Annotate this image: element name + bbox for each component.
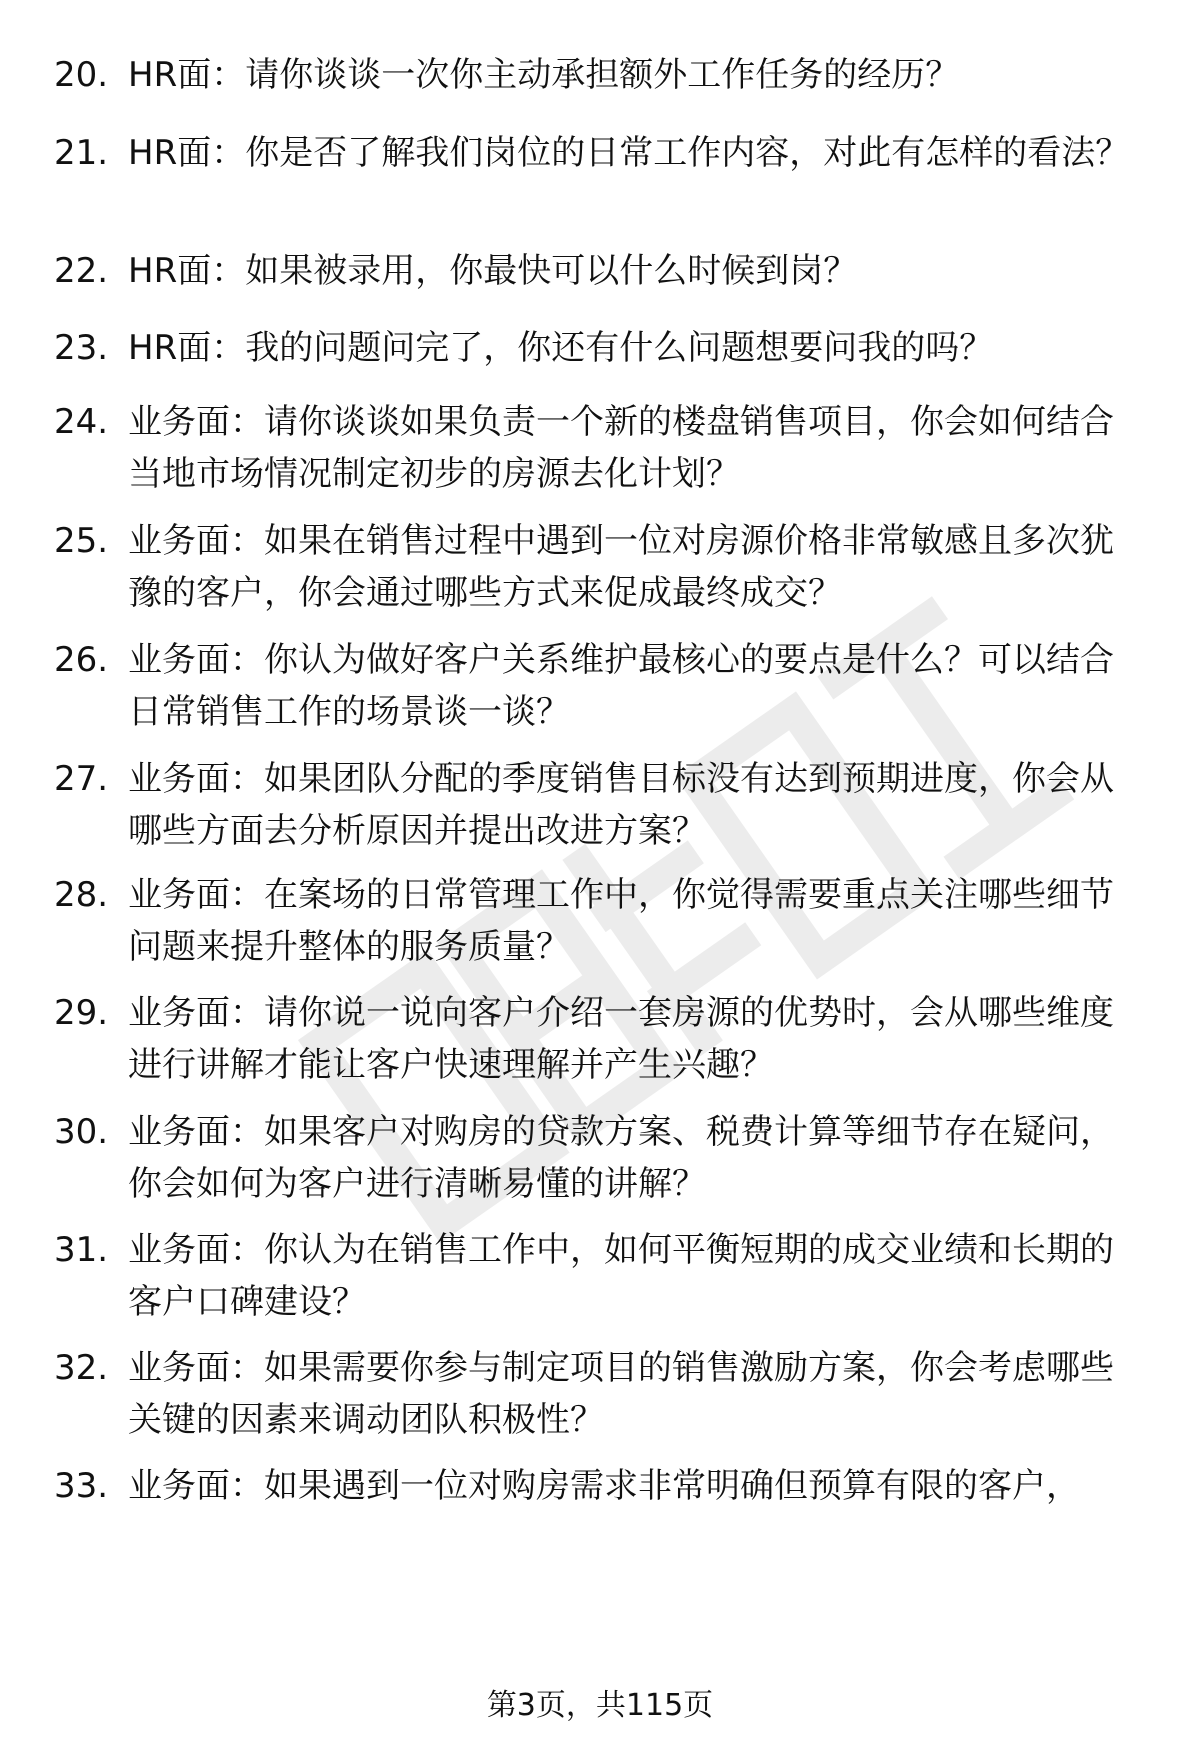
question-text: 业务面：如果在销售过程中遇到一位对房源价格非常敏感且多次犹豫的客户，你会通过哪些方式来促成最终成交？ <box>128 521 1114 613</box>
question-text: HR面：请你谈谈一次你主动承担额外工作任务的经历？ <box>128 55 960 95</box>
question-text: 业务面：在案场的日常管理工作中，你觉得需要重点关注哪些细节问题来提升整体的服务质量？ <box>128 875 1114 967</box>
question-number: 29. <box>54 993 109 1033</box>
question-text: 业务面：请你谈谈如果负责一个新的楼盘销售项目，你会如何结合当地市场情况制定初步的房源去化计划？ <box>128 402 1114 494</box>
question-text: 业务面：你认为在销售工作中，如何平衡短期的成交业绩和长期的客户口碑建设？ <box>128 1230 1114 1322</box>
question-number: 27. <box>54 759 109 799</box>
question-number: 26. <box>54 640 109 680</box>
question-text: 业务面：请你说一说向客户介绍一套房源的优势时，会从哪些维度进行讲解才能让客户快速理解并产生兴趣？ <box>128 993 1114 1085</box>
question-number: 33. <box>54 1466 109 1506</box>
question-number: 28. <box>54 875 109 915</box>
question-text: 业务面：如果遇到一位对购房需求非常明确但预算有限的客户， <box>128 1466 1080 1506</box>
question-number: 31. <box>54 1230 109 1270</box>
question-text: 业务面：如果团队分配的季度销售目标没有达到预期进度，你会从哪些方面去分析原因并提出改进方案？ <box>128 759 1114 851</box>
question-text: HR面：你是否了解我们岗位的日常工作内容，对此有怎样的看法？ <box>128 133 1130 173</box>
question-number: 30. <box>54 1112 109 1152</box>
question-number: 21. <box>54 133 109 173</box>
question-number: 20. <box>54 55 109 95</box>
question-text: 业务面：如果客户对购房的贷款方案、税费计算等细节存在疑问，你会如何为客户进行清晰易懂的讲解？ <box>128 1112 1114 1204</box>
question-number: 24. <box>54 402 109 442</box>
question-number: 32. <box>54 1348 109 1388</box>
question-number: 22. <box>54 251 109 291</box>
question-text: HR面：我的问题问完了，你还有什么问题想要问我的吗？ <box>128 328 994 368</box>
question-number: 23. <box>54 328 109 368</box>
question-number: 25. <box>54 521 109 561</box>
page-footer: 第3页，共115页 <box>486 1688 714 1723</box>
question-text: HR面：如果被录用，你最快可以什么时候到岗？ <box>128 251 858 291</box>
question-text: 业务面：你认为做好客户关系维护最核心的要点是什么？可以结合日常销售工作的场景谈一谈？ <box>128 640 1114 732</box>
question-text: 业务面：如果需要你参与制定项目的销售激励方案，你会考虑哪些关键的因素来调动团队积极性？ <box>128 1348 1114 1440</box>
